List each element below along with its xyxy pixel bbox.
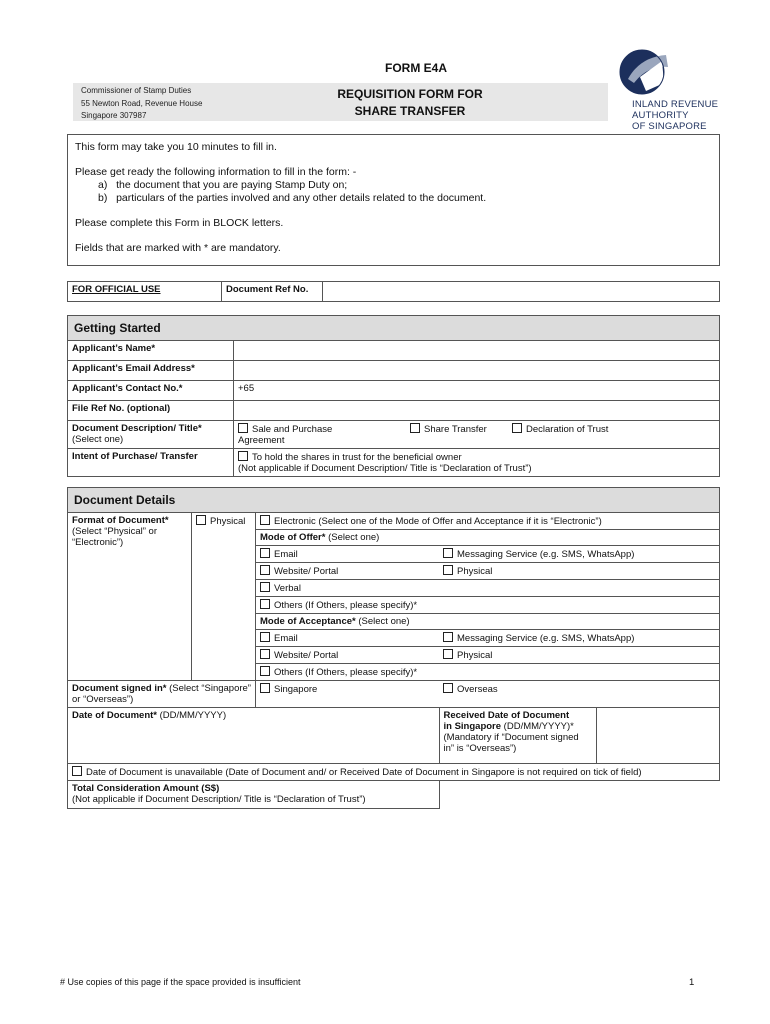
signed-singapore[interactable] [256,681,440,708]
option-label: Website/ Portal [274,650,339,661]
option-label: Singapore [274,684,318,695]
option-label: Electronic (Select one of the Mode of Offer and Acceptance if it is “Electronic”) [274,516,602,527]
accept-messaging[interactable] [439,630,720,647]
mandatory-note: Fields that are marked with * are mandatory. [75,242,281,254]
checkbox[interactable] [443,565,453,575]
mode-of-offer-heading [256,530,720,546]
intent-label: Intent of Purchase/ Transfer [68,449,234,477]
document-details-table [67,487,720,809]
option-sale-purchase[interactable] [234,421,407,449]
document-description-label-cell [68,421,234,449]
option-label: Physical [457,566,493,577]
consideration-label: Total Consideration Amount (S$) [72,783,220,794]
form-code: FORM E4A [385,61,448,75]
checkbox[interactable] [443,649,453,659]
received-date-field[interactable] [596,708,720,764]
document-ref-field[interactable] [323,282,720,302]
section-heading: Getting Started [68,316,720,341]
checkbox[interactable] [260,632,270,642]
document-description-sub: (Select one) [72,434,124,445]
option-declaration-trust[interactable] [508,421,720,449]
checkbox[interactable] [196,515,206,525]
checkbox[interactable] [260,548,270,558]
page-number: 1 [689,977,695,988]
list-item: b) particulars of the parties involved and any other details related to the document. [98,192,487,204]
signed-overseas[interactable] [439,681,720,708]
time-note: This form may take you 10 minutes to fill in. [75,141,277,153]
checkbox[interactable] [443,683,453,693]
intent-options[interactable] [234,449,720,477]
option-label: Sale and Purchase [252,424,333,435]
option-label: Declaration of Trust [526,424,609,435]
mode-heading: Mode of Acceptance* [260,616,356,627]
mode-sub: (Select one) [325,532,380,543]
checkbox[interactable] [260,599,270,609]
signed-in-label [68,681,256,708]
applicant-name-field[interactable] [234,341,720,361]
intent-note: (Not applicable if Document Description/ Title is “Declaration of Trust”) [238,463,532,474]
received-date-label: in Singapore [443,721,502,732]
offer-messaging[interactable] [439,546,720,563]
format-electronic-option[interactable] [256,513,720,530]
address-line: 55 Newton Road, Revenue House [81,98,203,108]
agency-name [632,99,718,132]
consideration-label-cell [68,781,440,809]
agency-line: INLAND REVENUE [632,99,719,110]
agency-line: AUTHORITY [632,110,689,121]
option-label: Others (If Others, please specify)* [274,667,418,678]
form-title-line: SHARE TRANSFER [354,104,466,118]
received-date-note: (Mandatory if “Document signed in” is “Overseas”) [443,732,579,754]
checkbox[interactable] [260,582,270,592]
file-ref-field[interactable] [234,401,720,421]
received-date-label-cell [439,708,596,764]
section-heading: Document Details [68,488,720,513]
received-date-format: (DD/MM/YYYY)* [501,721,574,732]
option-label: Others (If Others, please specify)* [274,600,418,611]
format-sub: (Select “Physical” or “Electronic”) [72,526,157,548]
accept-email[interactable] [256,630,440,647]
option-label: Physical [210,516,246,527]
date-label: Date of Document* [72,710,157,721]
footnote: # Use copies of this page if the space provided is insufficient [60,977,301,987]
option-label: Agreement [238,435,285,446]
signed-label: Document signed in* [72,683,167,694]
official-use-table [67,281,720,302]
checkbox[interactable] [238,451,248,461]
address-line: Singapore 307987 [81,111,147,120]
checkbox[interactable] [238,423,248,433]
consideration-note: (Not applicable if Document Description/ Title is “Declaration of Trust”) [72,794,366,805]
applicant-email-field[interactable] [234,361,720,381]
checkbox[interactable] [260,666,270,676]
agency-line: OF SINGAPORE [632,121,707,132]
form-title-line: REQUISITION FORM FOR [337,87,483,101]
checkbox[interactable] [260,683,270,693]
applicant-contact-field[interactable]: +65 [234,381,720,401]
checkbox[interactable] [512,423,522,433]
consideration-field[interactable] [439,781,720,809]
format-label-cell [68,513,192,681]
option-label: Overseas [457,684,498,695]
format-label: Format of Document* [72,515,169,526]
document-description-label: Document Description/ Title* [72,423,202,434]
date-unavailable-option[interactable] [68,764,720,781]
accept-others[interactable] [256,664,720,681]
offer-website[interactable] [256,563,440,580]
format-physical-option[interactable] [192,513,256,681]
option-label: Date of Document is unavailable (Date of Document and/ or Received Date of Document in Singapore is not required on tick of field) [86,767,642,778]
ready-note: Please get ready the following information to fill in the form: - [75,166,357,178]
iras-logo-icon [618,47,674,97]
option-label: Messaging Service (e.g. SMS, WhatsApp) [457,633,635,644]
instructions-box [67,134,720,266]
mode-of-acceptance-heading [256,614,720,630]
option-label: Email [274,549,298,560]
applicant-email-label: Applicant’s Email Address* [68,361,234,381]
applicant-contact-label: Applicant’s Contact No.* [68,381,234,401]
file-ref-label: File Ref No. (optional) [68,401,234,421]
document-ref-label: Document Ref No. [222,282,323,302]
option-label: To hold the shares in trust for the beneficial owner [252,452,462,463]
accept-website[interactable] [256,647,440,664]
option-label: Email [274,633,298,644]
official-use-label: FOR OFFICIAL USE [68,282,222,302]
option-label: Verbal [274,583,301,594]
applicant-name-label: Applicant’s Name* [68,341,234,361]
signed-sub: (Select “Singapore” or “Overseas”) [72,683,251,705]
block-note: Please complete this Form in BLOCK letters. [75,217,284,229]
mode-sub: (Select one) [355,616,410,627]
checkbox[interactable] [443,632,453,642]
commissioner-address [81,85,202,123]
checkbox[interactable] [72,766,82,776]
checkbox[interactable] [410,423,420,433]
offer-physical[interactable] [439,563,720,580]
address-line: Commissioner of Stamp Duties [81,86,192,95]
list-item: a) the document that you are paying Stamp Duty on; [98,179,348,191]
checkbox[interactable] [260,565,270,575]
offer-email[interactable] [256,546,440,563]
checkbox[interactable] [260,649,270,659]
offer-verbal[interactable] [256,580,720,597]
option-share-transfer[interactable] [406,421,508,449]
option-label: Physical [457,650,493,661]
getting-started-table [67,315,720,477]
mode-heading: Mode of Offer* [260,532,326,543]
checkbox[interactable] [443,548,453,558]
form-title [330,86,490,120]
accept-physical[interactable] [439,647,720,664]
option-label: Share Transfer [424,424,487,435]
option-label: Website/ Portal [274,566,339,577]
offer-others[interactable] [256,597,720,614]
received-date-label: Received Date of Document [443,710,570,721]
date-format: (DD/MM/YYYY) [156,710,227,721]
checkbox[interactable] [260,515,270,525]
option-label: Messaging Service (e.g. SMS, WhatsApp) [457,549,635,560]
date-of-document-field[interactable] [68,708,440,764]
